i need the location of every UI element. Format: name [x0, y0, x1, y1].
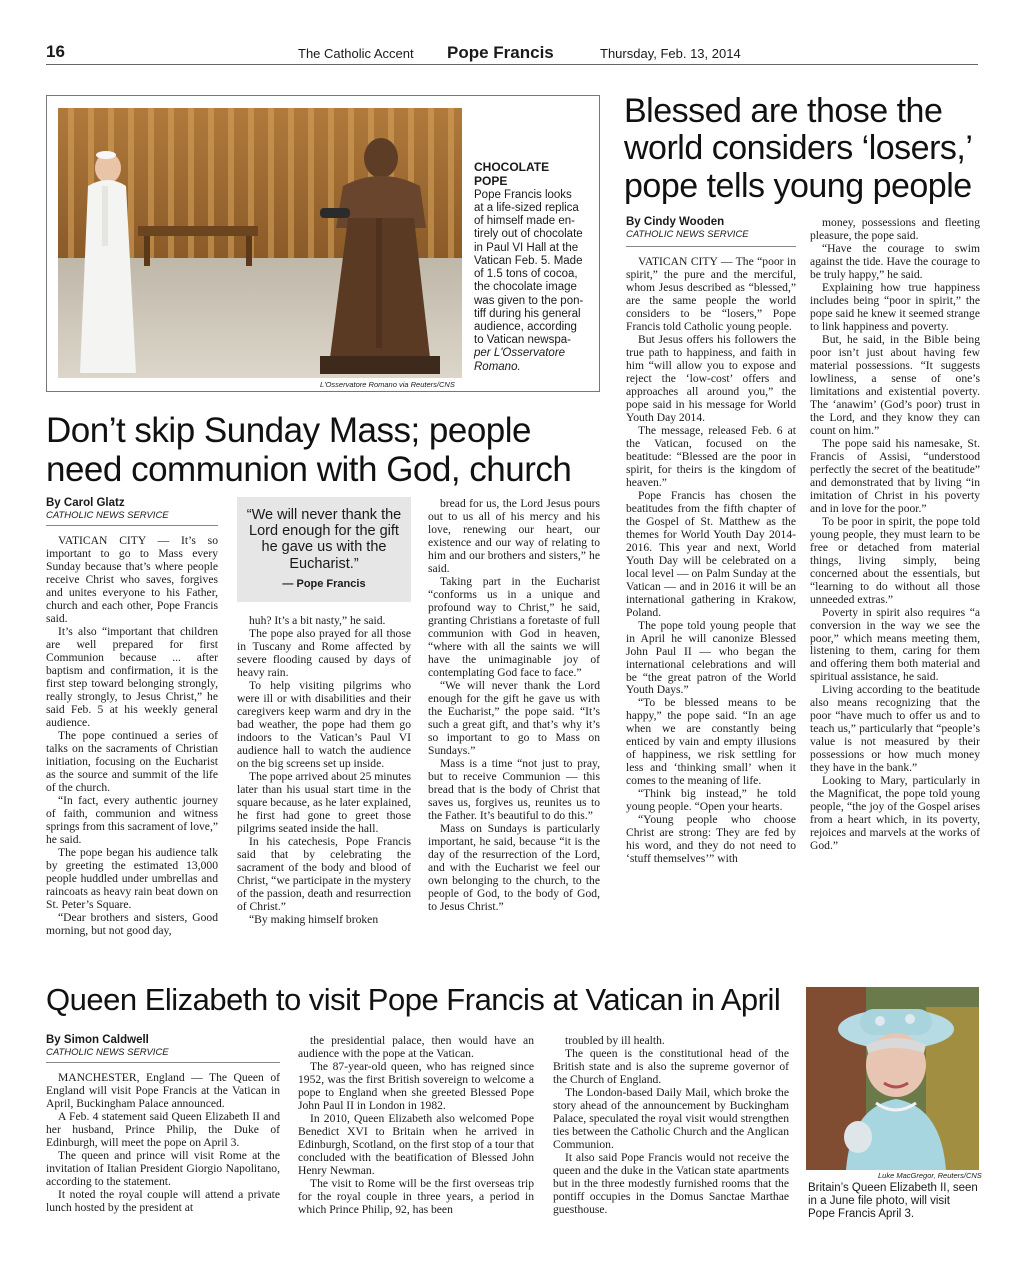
headline-line: world considers ‘losers,’: [624, 129, 973, 168]
caption-line: Pope Francis looks: [474, 188, 572, 201]
paragraph: Living according to the beatitude also means recognizing that the poor “have much to offer us and to teach us,” particularly that “people’s value is not measured by their possessions or how much money they have in the bank.”: [810, 683, 980, 775]
paragraph: The pope began his audience talk by greeting the estimated 13,000 people huddled under umbrellas and raincoats as heavy rain beat down on St. Peter’s Square.: [46, 845, 218, 911]
publication-name: The Catholic Accent: [298, 46, 414, 61]
byline-block: [46, 497, 218, 521]
paragraph: Explaining how true happiness includes being “poor in spirit,” the pope said he knew it seemed strange to link happiness and poverty.: [810, 280, 980, 333]
paragraph: bread for us, the Lord Jesus pours out to us all of his mercy and his love, renewing our heart, our existence and our way of relating to him and our brothers and sisters,” he said.: [428, 497, 600, 575]
issue-date: Thursday, Feb. 13, 2014: [600, 46, 741, 61]
paragraph: The pope also prayed for all those in Tuscany and Rome affected by severe flooding caused by days of heavy rain.: [237, 626, 411, 679]
paragraph: To be poor in spirit, the pope told young people, they must learn to be free or detached from material things, living simply, being concerned about the essentials, but “learning to do without all those unneeded extras.”: [810, 514, 980, 606]
paragraph: Taking part in the Eucharist “conforms us in a unique and profound way to Christ,” he said, granting Christians a foretaste of full communion with God in heaven, “where with all the saints we will have the unimaginable joy of contemplating God face to face.”: [428, 574, 600, 679]
headline-line: Blessed are those the: [624, 92, 943, 130]
agency: CATHOLIC NEWS SERVICE: [46, 1047, 169, 1058]
byline-rule: [46, 1062, 280, 1063]
paragraph: Mass is a time “not just to pray, but to receive Communion — this bread that is the body of Christ that saves us, forgives us, reunites us to the Father. It’s beautiful to do this.”: [428, 756, 600, 822]
paragraph: A Feb. 4 statement said Queen Elizabeth II and her husband, Prince Philip, the Duke of Edinburgh, will meet the pope on April 3.: [46, 1109, 280, 1149]
chocolate-pope-photo: [58, 108, 462, 378]
caption-line: in Paul VI Hall at the: [474, 241, 579, 254]
paragraph: But, he said, in the Bible being poor isn’t just about having few material possessions. “It suggests lowliness, a sense of one’s limitations and existential poverty. The ‘anawim’ (God’s poor) trust in the Lord, and they know they can count on him.”: [810, 332, 980, 437]
paragraph: It’s also “important that children are well prepared for first Communion because ... after baptism and confirmation, it is the first step toward belonging strongly, really strongly, to Jesus Christ,” he said Feb. 5 at his weekly general audience.: [46, 624, 218, 729]
paragraph: troubled by ill health.: [565, 1034, 665, 1047]
paragraph: In his catechesis, Pope Francis said that by celebrating the sacrament of the body and blood of Christ, “we participate in the mystery of the passion, death and resurrection of Christ.”: [237, 834, 411, 913]
headline-line: pope tells young people: [624, 166, 972, 205]
caption-line: Romano.: [474, 360, 521, 373]
folio-rule: [46, 64, 978, 65]
caption-line: was given to the pon-: [474, 294, 584, 307]
pull-quote: [237, 497, 411, 602]
byline-block: [626, 216, 796, 240]
paragraph: “In fact, every authentic journey of faith, communion and witness springs from this sacrament of love,” he said.: [46, 793, 218, 846]
article-column: [428, 497, 600, 913]
photo-caption: Britain’s Queen Elizabeth II, seen in a June file photo, will visit Pope Francis April 3.: [808, 1182, 978, 1221]
paragraph: The pope told young people that in April he will canonize Blessed John Paul II — who began the international celebrations and will be “the great patron of the World Youth Days.”: [626, 618, 796, 697]
caption-line: at a life-sized replica: [474, 202, 579, 214]
caption-line: of himself made en-: [474, 215, 575, 228]
paragraph: Poverty in spirit also requires “a conversion in the way we see the poor,” which means meeting them, listening to them, caring for them and offering them both material and spiritual assistance, he said.: [810, 605, 980, 684]
caption-line: tiff during his general: [474, 307, 581, 320]
paragraph: The London-based Daily Mail, which broke the story ahead of the announcement by Buckingham Palace, speculated the royal visit would strengthen ties between the Catholic Church and the Anglican Communion.: [553, 1085, 789, 1151]
paragraph: The visit to Rome will be the first overseas trip for the royal couple in three years, a period in which Prince Philip, 92, has been: [298, 1176, 534, 1216]
caption-line: per L'Osservatore: [474, 347, 566, 360]
paragraph: It noted the royal couple will attend a private lunch hosted by the president at: [46, 1187, 280, 1214]
paragraph: The message, released Feb. 6 at the Vatican, focused on the beatitude: “Blessed are the poor in spirit, for theirs is the kingdom of heaven.”: [626, 423, 796, 489]
headline-mass: [46, 412, 606, 489]
caption-line: to Vatican newspa-: [474, 334, 571, 347]
paragraph: MANCHESTER, England — The Queen of England will visit Pope Francis at the Vatican in April, Buckingham Palace announced.: [46, 1071, 280, 1110]
photo-credit: Luke MacGregor, Reuters/CNS: [878, 1171, 982, 1180]
paragraph: “Dear brothers and sisters, Good morning, but not good day,: [46, 910, 218, 937]
photo-caption: [474, 160, 592, 374]
caption-line: the chocolate image: [474, 281, 577, 294]
byline: By Carol Glatz: [46, 497, 125, 509]
paragraph: “Have the courage to swim against the tide. Have the courage to be truly happy,” he said.: [810, 241, 980, 281]
byline-block: [46, 1034, 280, 1058]
paragraph: The 87-year-old queen, who has reigned since 1952, was the first British sovereign to welcome a pope to England when she greeted Blessed Pope John Paul II in London in 1982.: [298, 1059, 534, 1112]
article-column: [626, 255, 796, 865]
paragraph: Pope Francis has chosen the beatitudes from the fifth chapter of the Gospel of St. Matthew as the themes for World Youth Day 2014-2016. This year and next, World Youth Day will be celebrated on a local level — on Palm Sunday at the Vatican — and in 2016 it will be an international gathering in Krakow, Poland.: [626, 488, 796, 619]
paragraph: “Young people who choose Christ are strong: They are fed by his word, and they do not need to ‘stuff themselves’” with: [626, 813, 796, 866]
caption-title: POPE: [474, 174, 508, 189]
paragraph: The queen is the constitutional head of the British state and is also the supreme governor of the Church of England.: [553, 1046, 789, 1086]
paragraph: the presidential palace, then would have an audience with the pope at the Vatican.: [298, 1034, 534, 1060]
photo-credit: L'Osservatore Romano via Reuters/CNS: [320, 380, 455, 389]
headline-queen: Queen Elizabeth to visit Pope Francis at Vatican in April: [46, 982, 781, 1017]
byline: By Cindy Wooden: [626, 216, 725, 228]
agency: CATHOLIC NEWS SERVICE: [46, 510, 169, 521]
paragraph: The pope continued a series of talks on the sacraments of Christian initiation, focusing on the Eucharist as the source and summit of the life of the church.: [46, 728, 218, 794]
pull-quote-text: “We will never thank the Lord enough for the gift he gave us with the Eucharist.”: [246, 507, 402, 572]
paragraph: Mass on Sundays is particularly important, he said, because “it is the day of the resurrection of the Lord, and with the Eucharist we feel our own belonging to the church, to the people of God, to the body of God, to Jesus Christ.”: [428, 821, 600, 913]
caption-line: of 1.5 tons of cocoa,: [474, 268, 578, 281]
paragraph: It also said Pope Francis would not receive the queen and the duke in the Vatican state apartments but in the three modestly furnished rooms that the pontiff occupies in the Domus Sanctae Marthae guesthouse.: [553, 1150, 789, 1216]
caption-title: CHOCOLATE: [474, 160, 550, 174]
paragraph: VATICAN CITY — The “poor in spirit,” the pure and the merciful, whom Jesus described as “blessed,” are the same people the world considers to be “losers,” Pope Francis told Catholic young people.: [626, 255, 796, 333]
paragraph: “Think big instead,” he told young people. “Open your hearts.: [626, 787, 796, 814]
pull-quote-attribution: — Pope Francis: [282, 577, 366, 590]
paragraph: The pope said his namesake, St. Francis of Assisi, “understood perfectly the secret of the beatitude” and demonstrated that by living “in imitation of Christ in his poverty and in love for the poor.”: [810, 436, 980, 515]
paragraph: Looking to Mary, particularly in the Magnificat, the pope told young people, “the joy of the Gospel arises from a heart which, in its poverty, rejoices and marvels at the works of God.”: [810, 774, 980, 853]
paragraph: In 2010, Queen Elizabeth also welcomed Pope Benedict XVI to Britain when he arrived in Edinburgh, Scotland, on the first stop of a tour that concluded with the beatification of Blessed John Henry Newman.: [298, 1111, 534, 1177]
headline-line: Don’t skip Sunday Mass; people: [46, 411, 531, 450]
article-column: [810, 216, 980, 852]
paragraph: money, possessions and fleeting pleasure, the pope said.: [810, 216, 980, 242]
caption-line: audience, according: [474, 320, 577, 333]
caption-line: Vatican Feb. 5. Made: [474, 254, 583, 267]
paragraph: The pope arrived about 25 minutes later than his usual start time in the square because, as he later explained, he first had gone to greet those pilgrims seated inside the hall.: [237, 769, 411, 835]
article-column: [298, 1034, 534, 1216]
agency: CATHOLIC NEWS SERVICE: [626, 229, 749, 240]
article-column: [237, 614, 411, 926]
headline-line: need communion with God, church: [46, 449, 572, 489]
paragraph: huh? It’s a bit nasty,” he said.: [249, 614, 386, 627]
paragraph: “We will never thank the Lord enough for the gift he gave us with the Eucharist,” the pope said. “It’s such a great gift, and that’s why it’s so important to go to Mass on Sundays.”: [428, 678, 600, 757]
paragraph: To help visiting pilgrims who were ill or with disabilities and their caregivers keep warm and dry in the bad weather, the pope had them go indoors to the Vatican’s Paul VI audience hall to watch the audience on the big screens set up inside.: [237, 678, 411, 770]
article-column: [46, 1071, 280, 1214]
paragraph: VATICAN CITY — It’s so important to go to Mass every Sunday because that’s where people receive Christ who saves, forgives and unites everyone to his Father, church and each other, Pope Francis said.: [46, 534, 218, 625]
byline-rule: [626, 246, 796, 247]
queen-photo: [806, 987, 979, 1170]
paragraph: But Jesus offers his followers the true path to happiness, and faith in him “will allow you to expose and reject the ‘low-cost’ offers and approaches all around you,” the pope said in his message for World Youth Day 2014.: [626, 332, 796, 424]
article-column: [46, 534, 218, 937]
section-title: Pope Francis: [447, 43, 554, 62]
page-number: 16: [46, 42, 65, 61]
byline: By Simon Caldwell: [46, 1034, 149, 1046]
paragraph: “To be blessed means to be happy,” the pope said. “In an age when we are constantly being enticed by vain and empty illusions of happiness, we risk settling for less and ‘thinking small’ when it comes to the meaning of life.: [626, 696, 796, 788]
headline-losers: [624, 93, 994, 205]
byline-rule: [46, 525, 218, 526]
paragraph: The queen and prince will visit Rome at the invitation of Italian President Giorgio Napolitano, according to the statement.: [46, 1148, 280, 1188]
paragraph: “By making himself broken: [249, 912, 379, 926]
caption-line: tirely out of chocolate: [474, 228, 583, 241]
article-column: [553, 1034, 789, 1216]
